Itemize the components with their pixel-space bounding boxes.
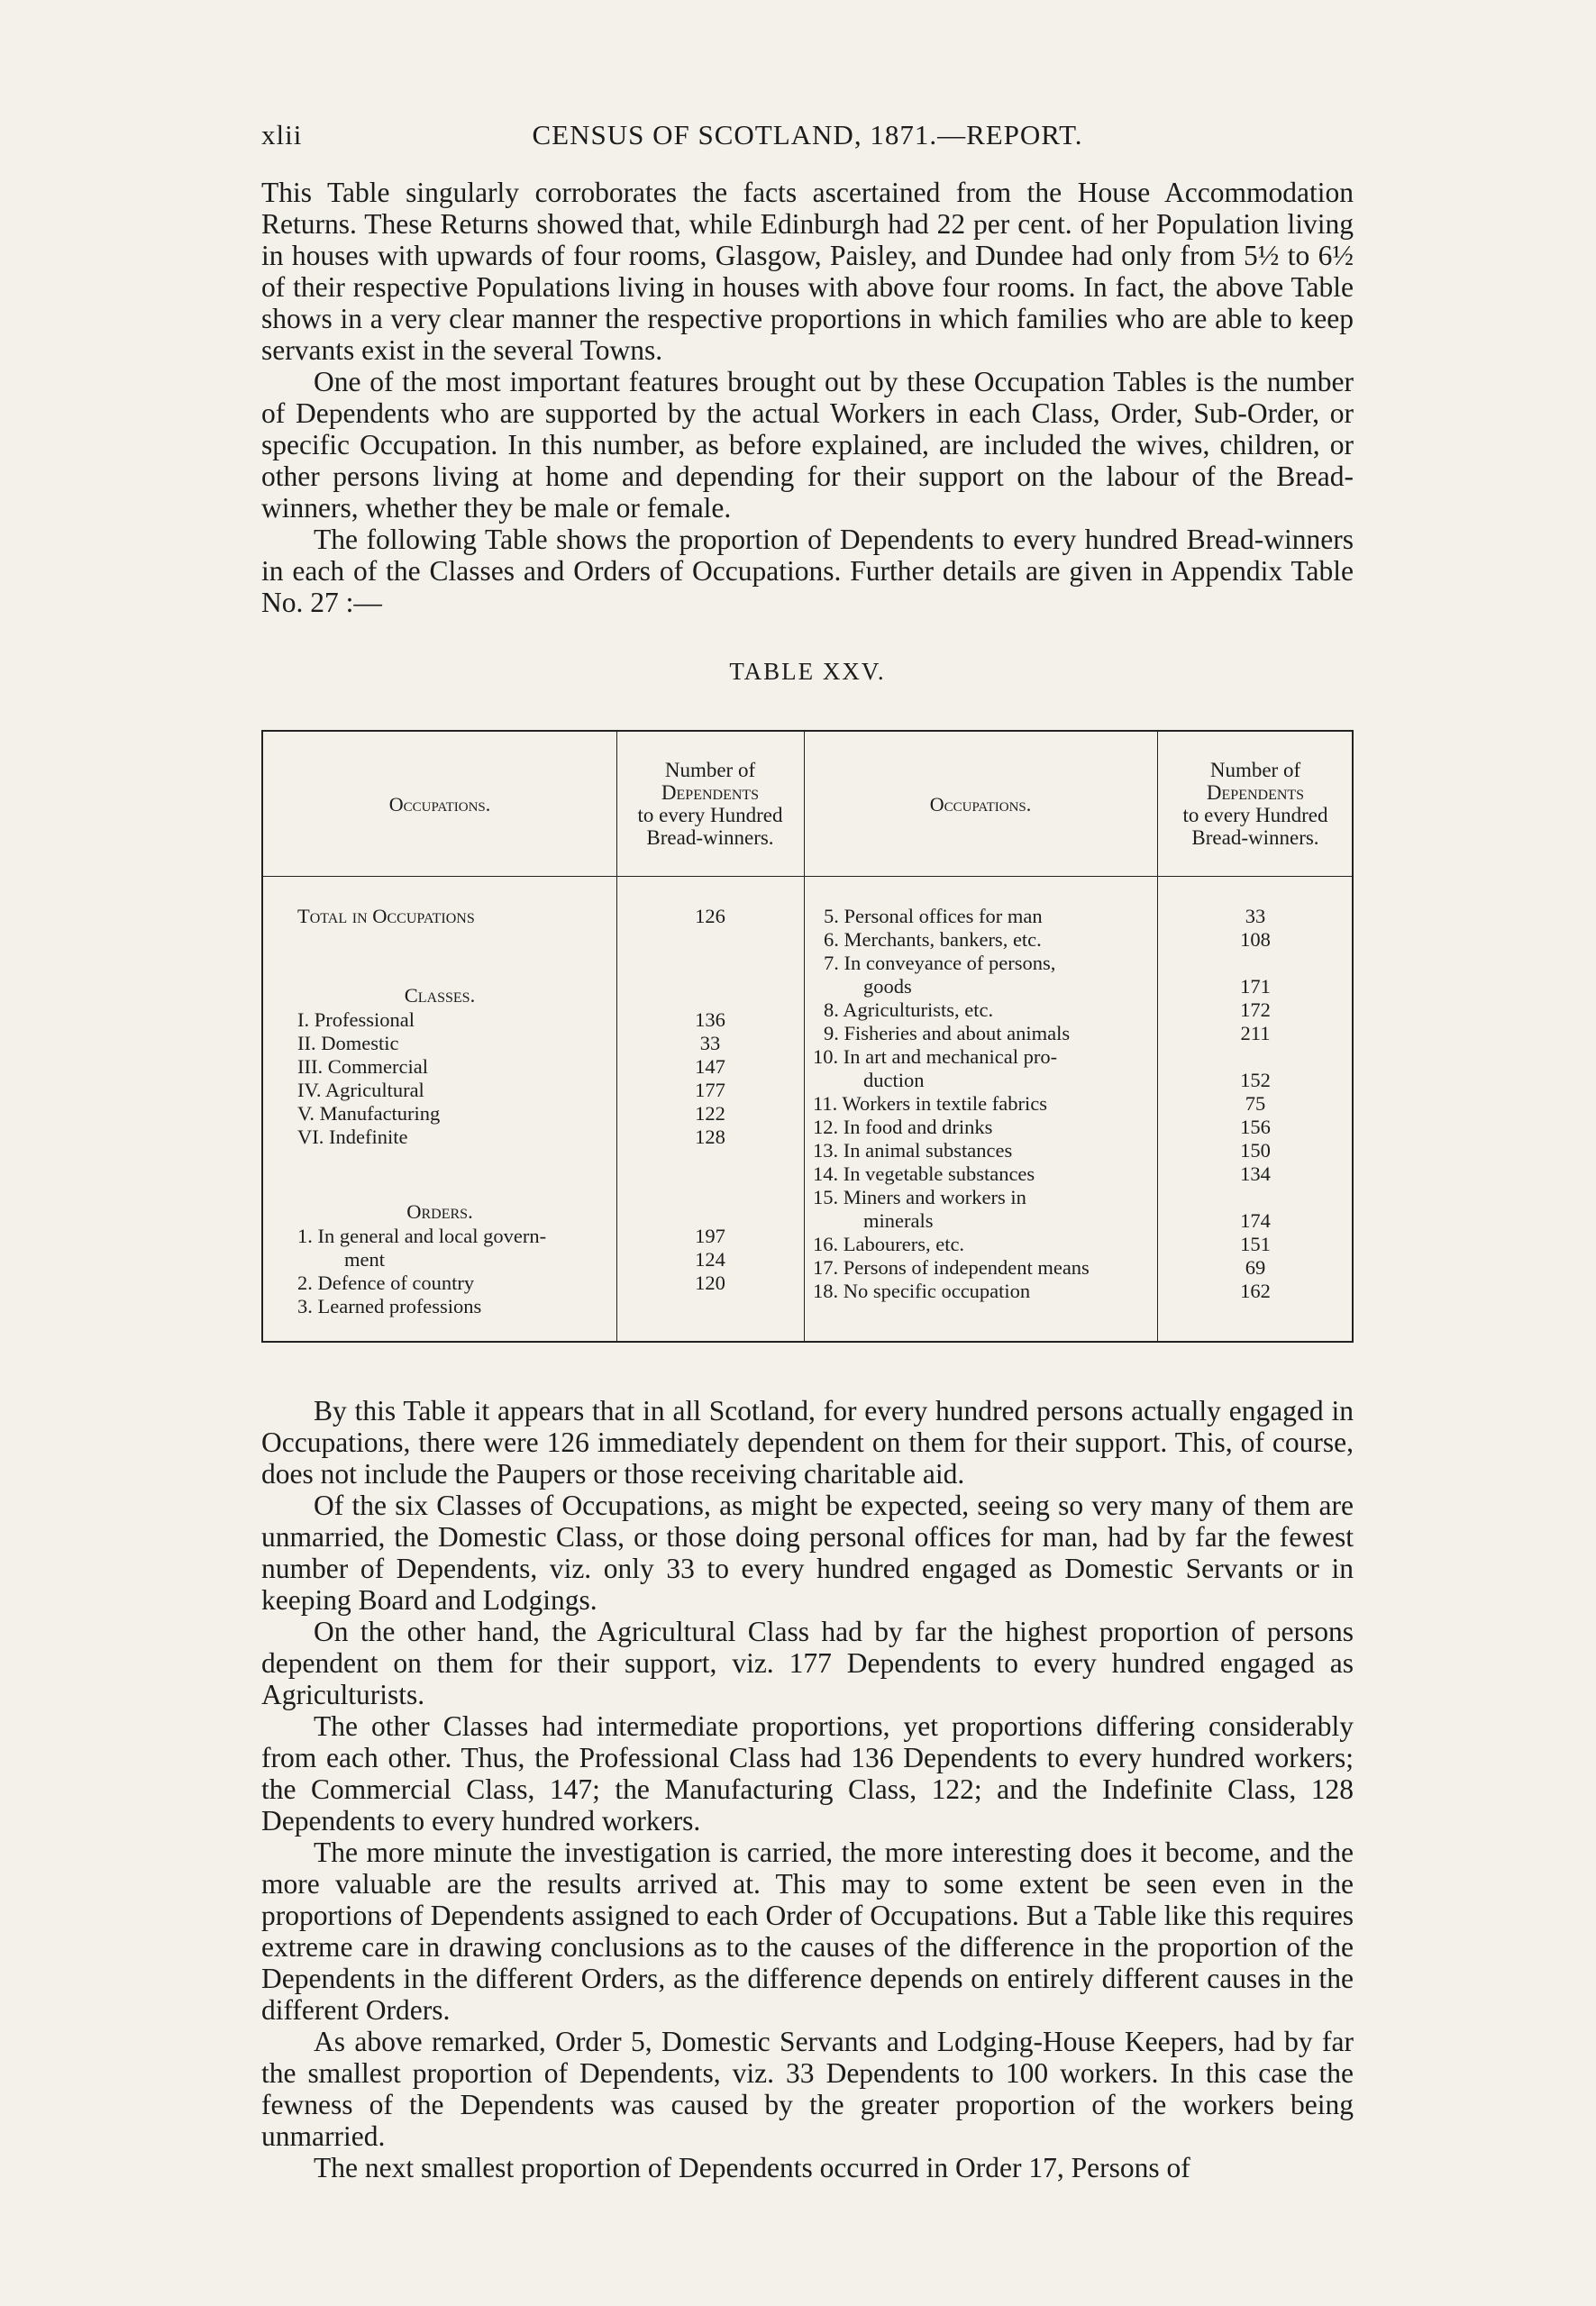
class-label: I. Professional <box>297 1008 415 1031</box>
order-value: 197 <box>695 1225 725 1247</box>
order-label: 3. Learned professions <box>297 1295 482 1317</box>
class-value: 136 <box>695 1008 725 1031</box>
order-value: 171 <box>1240 975 1271 998</box>
header-rule <box>263 876 1352 877</box>
order-value: 172 <box>1240 998 1271 1021</box>
order-value: 69 <box>1245 1256 1266 1279</box>
intro-paragraph-1: This Table singularly corroborates the facts ascertained from the House Accommodation Returns. These Returns showed that, while Edinburgh had 22 per cent. of her Population living in houses with upwards of four rooms, Glasgow, Paisley, and Dundee had only from 5½ to 6½ of their respective Populations living in houses with above four rooms. In fact, the above Table shows in a very clear manner the respective proportions in which families who are able to keep servants exist in the several Towns. <box>261 177 1354 366</box>
order-value: 120 <box>695 1271 725 1294</box>
intro-text <box>261 177 1354 618</box>
order-label: 1. In general and local govern- <box>297 1225 547 1247</box>
order-label: 17. Persons of independent means <box>813 1256 1090 1279</box>
class-label: III. Commercial <box>297 1055 428 1078</box>
occupations-header-left: Occupations. <box>388 792 491 816</box>
order-value: 152 <box>1240 1069 1271 1091</box>
class-label: VI. Indefinite <box>297 1126 408 1148</box>
intro-paragraph-2: One of the most important features brought out by these Occupation Tables is the number of Dependents who are supported by the actual Workers in each Class, Order, Sub-Order, or specific Occupation. In this number, as before explained, are included the wives, children, or other persons living at home and depending for their support on the labour of the Bread-winners, whether they be male or female. <box>261 366 1354 524</box>
dependents-table <box>261 730 1354 1343</box>
classes-heading: Classes. <box>404 984 476 1007</box>
body-paragraph-4: The other Classes had intermediate proportions, yet proportions differing considerably from each other. Thus, the Professional Class had 136 Dependents to every hundred workers; the Commercial Class, 147; the Manufacturing Class, 122; and the Indefinite Class, 128 Dependents to every hundred workers. <box>261 1710 1354 1837</box>
order-value: 108 <box>1240 928 1271 951</box>
occupations-header-right: Occupations. <box>929 792 1032 816</box>
body-paragraph-3: On the other hand, the Agricultural Class had by far the highest proportion of persons dependent on them for their support, viz. 177 Dependents to every hundred engaged as Agriculturists. <box>261 1616 1354 1710</box>
number-header-line: Bread-winners. <box>646 826 774 849</box>
number-header-line: Bread-winners. <box>1191 826 1319 849</box>
order-value: 151 <box>1240 1233 1271 1255</box>
order-value: 174 <box>1240 1209 1271 1232</box>
order-label: 11. Workers in textile fabrics <box>813 1092 1047 1115</box>
order-label: 10. In art and mechanical pro- <box>813 1045 1058 1068</box>
number-header-line: to every Hundred <box>637 804 783 826</box>
number-header-line: Number of <box>1209 759 1301 781</box>
total-label: Total in Occupations <box>297 905 475 927</box>
order-label-continued: goods <box>863 975 912 998</box>
body-paragraph-1: By this Table it appears that in all Scotland, for every hundred persons actually engaged in Occupations, there were 126 immediately dependent on them for their support. This, of course, does not include the Paupers or those receiving charitable aid. <box>261 1395 1354 1490</box>
order-value: 162 <box>1240 1280 1271 1302</box>
class-value: 177 <box>695 1079 725 1101</box>
order-label: 6. Merchants, bankers, etc. <box>824 928 1042 951</box>
order-value: 211 <box>1240 1022 1271 1044</box>
order-value: 124 <box>695 1248 725 1271</box>
order-label: 16. Labourers, etc. <box>813 1233 965 1255</box>
order-value: 75 <box>1245 1092 1266 1115</box>
number-header-line: to every Hundred <box>1182 804 1328 826</box>
order-label-continued: minerals <box>863 1209 934 1232</box>
page-number: xlii <box>261 119 303 150</box>
class-value: 122 <box>695 1102 725 1125</box>
table-title: TABLE XXV. <box>729 658 886 685</box>
number-header-right <box>1157 732 1354 876</box>
class-label: IV. Agricultural <box>297 1079 424 1101</box>
order-label: 13. In animal substances <box>813 1139 1013 1162</box>
number-header-left <box>616 732 804 876</box>
class-value: 128 <box>695 1126 725 1148</box>
order-value: 33 <box>1245 905 1266 927</box>
number-header-line: Dependents <box>1206 781 1305 804</box>
body-paragraph-7: The next smallest proportion of Dependents occurred in Order 17, Persons of <box>314 2152 1190 2183</box>
order-value: 150 <box>1240 1139 1271 1162</box>
body-paragraph-6: As above remarked, Order 5, Domestic Servants and Lodging-House Keepers, had by far the smallest proportion of Dependents, viz. 33 Dependents to 100 workers. In this case the fewness of the Dependents was caused by the greater proportion of the workers being unmarried. <box>261 2026 1354 2152</box>
number-header-line: Number of <box>664 759 756 781</box>
order-label: 18. No specific occupation <box>813 1280 1031 1302</box>
orders-heading: Orders. <box>406 1200 473 1223</box>
order-label: 12. In food and drinks <box>813 1116 993 1138</box>
class-value: 33 <box>699 1032 721 1054</box>
order-label: 15. Miners and workers in <box>813 1186 1026 1208</box>
body-paragraph-2: Of the six Classes of Occupations, as might be expected, seeing so very many of them are unmarried, the Domestic Class, or those doing personal offices for man, had by far the fewest number of Dependents, viz. only 33 to every hundred engaged as Domestic Servants or in keeping Board and Lodgings. <box>261 1490 1354 1616</box>
class-label: II. Domestic <box>297 1032 399 1054</box>
total-value: 126 <box>695 905 725 927</box>
order-label: 7. In conveyance of persons, <box>824 952 1056 974</box>
body-text <box>261 1395 1354 2183</box>
class-value: 147 <box>695 1055 725 1078</box>
class-label: V. Manufacturing <box>297 1102 441 1125</box>
order-label: 9. Fisheries and about animals <box>824 1022 1071 1044</box>
order-label: 14. In vegetable substances <box>813 1162 1035 1185</box>
order-label-continued: duction <box>863 1069 925 1091</box>
order-label-continued: ment <box>344 1248 385 1271</box>
intro-paragraph-3: The following Table shows the proportion of Dependents to every hundred Bread-winners in each of the Classes and Orders of Occupations. Further details are given in Appendix Table No. 27 :— <box>261 524 1354 618</box>
body-paragraph-5: The more minute the investigation is carried, the more interesting does it become, and the more valuable are the results arrived at. This may to some extent be seen even in the proportions of Dependents assigned to each Order of Occupations. But a Table like this requires extreme care in drawing conclusions as to the causes of the difference in the proportion of the Dependents in the different Orders, as the difference depends on entirely different causes in the different Orders. <box>261 1837 1354 2026</box>
number-header-line: Dependents <box>661 781 760 804</box>
order-label: 2. Defence of country <box>297 1271 475 1294</box>
order-value: 156 <box>1240 1116 1271 1138</box>
running-title: CENSUS OF SCOTLAND, 1871.—REPORT. <box>532 119 1083 150</box>
order-value: 134 <box>1240 1162 1271 1185</box>
order-label: 5. Personal offices for man <box>824 905 1043 927</box>
order-label: 8. Agriculturists, etc. <box>824 998 994 1021</box>
